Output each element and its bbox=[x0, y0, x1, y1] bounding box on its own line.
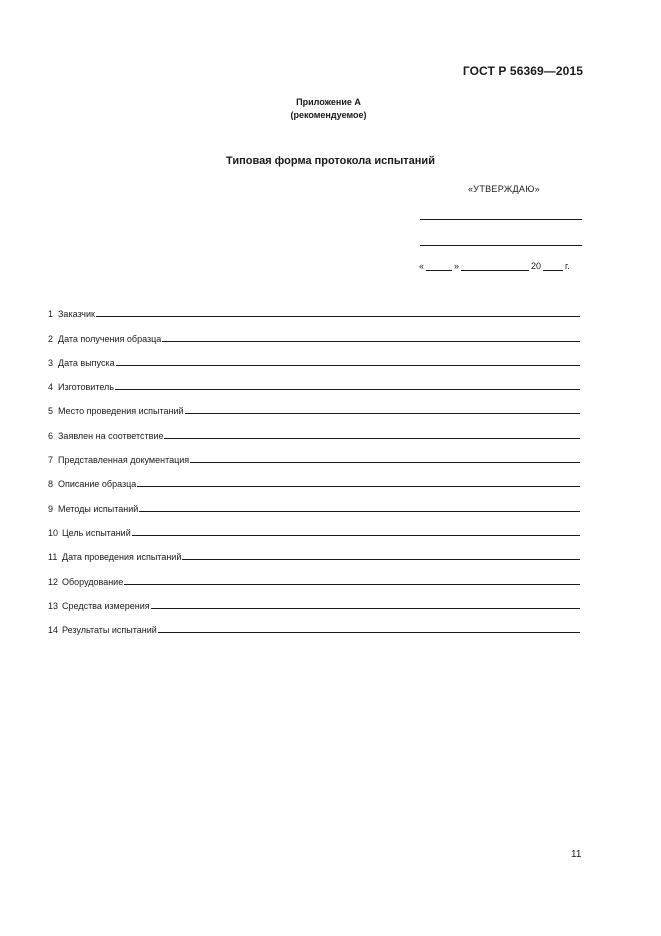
field-fill-line[interactable] bbox=[162, 340, 580, 342]
protocol-field-row bbox=[48, 562, 580, 586]
field-row-content bbox=[48, 380, 580, 392]
field-number: 12 bbox=[48, 576, 59, 587]
field-label: Оборудование bbox=[62, 576, 124, 587]
field-number: 14 bbox=[48, 625, 59, 636]
protocol-field-row bbox=[48, 538, 580, 562]
protocol-field-row bbox=[48, 465, 580, 489]
approver-signature-line bbox=[420, 245, 582, 246]
approval-date-line bbox=[419, 261, 570, 271]
protocol-field-row bbox=[48, 489, 580, 513]
date-year-suffix: г. bbox=[565, 261, 570, 271]
field-label: Результаты испытаний bbox=[62, 625, 157, 636]
field-row-content bbox=[48, 550, 580, 562]
date-close-quote: » bbox=[454, 261, 460, 271]
field-row-content bbox=[48, 477, 580, 489]
form-title: Типовая форма протокола испытаний bbox=[226, 155, 435, 167]
field-label: Изготовитель bbox=[58, 382, 114, 393]
month-blank bbox=[461, 261, 529, 271]
field-row-content bbox=[48, 307, 580, 319]
field-label: Дата проведения испытаний bbox=[62, 552, 182, 563]
field-label: Дата получения образца bbox=[58, 333, 162, 344]
date-year-prefix: 20 bbox=[531, 261, 542, 271]
field-number: 4 bbox=[48, 382, 54, 393]
annex-status: (рекомендуемое) bbox=[290, 110, 367, 120]
protocol-field-row bbox=[48, 587, 580, 611]
field-row-content bbox=[48, 599, 580, 611]
field-label: Цель испытаний bbox=[62, 527, 131, 538]
protocol-field-row bbox=[48, 514, 580, 538]
field-row-content bbox=[48, 526, 580, 538]
field-fill-line[interactable] bbox=[132, 534, 580, 536]
field-fill-line[interactable] bbox=[151, 607, 580, 609]
field-number: 10 bbox=[48, 527, 59, 538]
protocol-field-row bbox=[48, 441, 580, 465]
field-fill-line[interactable] bbox=[190, 461, 580, 463]
approve-label: «УТВЕРЖДАЮ» bbox=[468, 184, 540, 194]
annex-title: Приложение А bbox=[296, 97, 361, 107]
field-fill-line[interactable] bbox=[158, 631, 580, 633]
annex-heading bbox=[0, 96, 661, 122]
protocol-field-row bbox=[48, 368, 580, 392]
field-number: 11 bbox=[48, 552, 58, 563]
field-label: Средства измерения bbox=[62, 600, 150, 611]
field-number: 1 bbox=[48, 309, 54, 320]
field-label: Место проведения испытаний bbox=[58, 406, 184, 417]
field-fill-line[interactable] bbox=[182, 558, 580, 560]
field-row-content bbox=[48, 623, 580, 635]
field-number: 8 bbox=[48, 479, 54, 490]
field-number: 3 bbox=[48, 357, 54, 368]
protocol-fields bbox=[48, 295, 580, 635]
protocol-field-row bbox=[48, 295, 580, 319]
page-number: 11 bbox=[571, 849, 582, 860]
year-blank bbox=[543, 261, 563, 271]
field-label: Заявлен на соответствие bbox=[58, 430, 164, 441]
field-number: 7 bbox=[48, 455, 54, 466]
field-number: 13 bbox=[48, 600, 59, 611]
field-fill-line[interactable] bbox=[185, 412, 580, 414]
protocol-field-row bbox=[48, 416, 580, 440]
field-fill-line[interactable] bbox=[115, 388, 580, 390]
field-row-content bbox=[48, 502, 580, 514]
field-row-content bbox=[48, 356, 580, 368]
field-label: Описание образца bbox=[58, 479, 137, 490]
field-number: 9 bbox=[48, 503, 54, 514]
field-row-content bbox=[48, 429, 580, 441]
field-number: 2 bbox=[48, 333, 54, 344]
field-row-content bbox=[48, 404, 580, 416]
field-label: Представленная документация bbox=[58, 455, 190, 466]
field-label: Заказчик bbox=[58, 309, 95, 320]
field-label: Дата выпуска bbox=[58, 357, 115, 368]
field-fill-line[interactable] bbox=[137, 485, 580, 487]
field-fill-line[interactable] bbox=[124, 583, 580, 585]
field-row-content bbox=[48, 332, 580, 344]
day-blank bbox=[426, 261, 452, 271]
protocol-field-row bbox=[48, 344, 580, 368]
field-row-content bbox=[48, 453, 580, 465]
protocol-field-row bbox=[48, 319, 580, 343]
field-fill-line[interactable] bbox=[139, 510, 580, 512]
field-row-content bbox=[48, 575, 580, 587]
field-fill-line[interactable] bbox=[116, 364, 580, 366]
field-label: Методы испытаний bbox=[58, 503, 139, 514]
field-fill-line[interactable] bbox=[96, 315, 580, 317]
standard-code: ГОСТ Р 56369—2015 bbox=[462, 64, 583, 78]
field-number: 5 bbox=[48, 406, 54, 417]
approver-position-line bbox=[420, 219, 582, 220]
field-number: 6 bbox=[48, 430, 54, 441]
protocol-field-row bbox=[48, 392, 580, 416]
date-open-quote: « bbox=[419, 261, 425, 271]
field-fill-line[interactable] bbox=[164, 437, 580, 439]
protocol-field-row bbox=[48, 611, 580, 635]
